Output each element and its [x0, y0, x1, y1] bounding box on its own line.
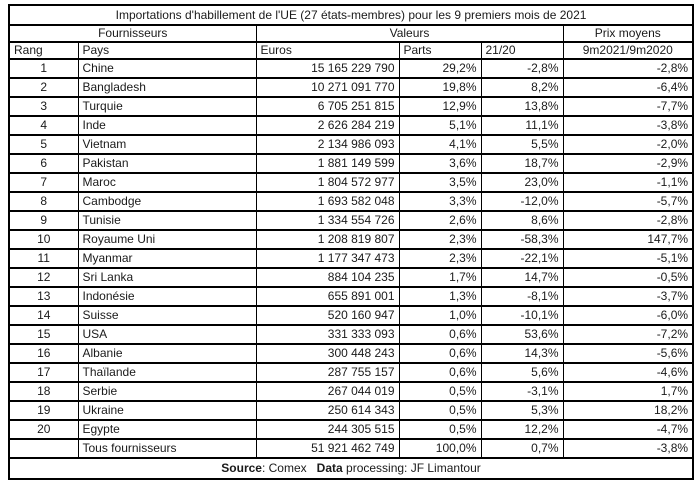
cell-share: 0,5% [399, 401, 481, 420]
table-body [9, 59, 693, 458]
source-note-part: : Comex [261, 461, 307, 475]
cell-avg-price: -0,5% [563, 268, 693, 287]
table-row [9, 211, 693, 230]
cell-yoy-change: 18,7% [481, 154, 563, 173]
cell-avg-price: -5,6% [563, 344, 693, 363]
cell-yoy-change: 12,2% [481, 420, 563, 439]
cell-euros: 884 104 235 [256, 268, 399, 287]
table-title: Importations d'habillement de l'UE (27 états-membres) pour les 9 premiers mois de 2021 [9, 5, 693, 25]
table-row [9, 401, 693, 420]
cell-share: 2,3% [399, 249, 481, 268]
cell-rank: 16 [9, 344, 78, 363]
footer-row [9, 458, 693, 479]
cell-rank: 13 [9, 287, 78, 306]
table-row [9, 154, 693, 173]
cell-avg-price: -7,2% [563, 325, 693, 344]
cell-yoy-change: 11,1% [481, 116, 563, 135]
cell-country: Egypte [78, 420, 256, 439]
cell-yoy-change: 5,3% [481, 401, 563, 420]
cell-share: 12,9% [399, 97, 481, 116]
cell-rank: 9 [9, 211, 78, 230]
cell-rank: 11 [9, 249, 78, 268]
cell-avg-price: 147,7% [563, 230, 693, 249]
source-note [9, 458, 693, 479]
cell-yoy-change: -12,0% [481, 192, 563, 211]
cell-euros: 6 705 251 815 [256, 97, 399, 116]
cell-country: Turquie [78, 97, 256, 116]
table-row [9, 116, 693, 135]
cell-yoy-change: -8,1% [481, 287, 563, 306]
cell-share: 1,7% [399, 268, 481, 287]
cell-share: 100,0% [399, 439, 481, 458]
cell-avg-price: -7,7% [563, 97, 693, 116]
cell-country: Inde [78, 116, 256, 135]
cell-yoy-change: -2,8% [481, 59, 563, 78]
cell-avg-price: -3,7% [563, 287, 693, 306]
cell-euros: 1 334 554 726 [256, 211, 399, 230]
column-header-avg-price: 9m2021/9m2020 [563, 42, 693, 59]
cell-share: 0,6% [399, 363, 481, 382]
cell-share: 3,6% [399, 154, 481, 173]
cell-yoy-change: -3,1% [481, 382, 563, 401]
column-header-yoy-change: 21/20 [481, 42, 563, 59]
table-row [9, 59, 693, 78]
table-row [9, 306, 693, 325]
cell-share: 0,6% [399, 325, 481, 344]
header-group-prix-moyens: Prix moyens [563, 25, 693, 42]
cell-country: USA [78, 325, 256, 344]
cell-avg-price: -3,8% [563, 116, 693, 135]
cell-euros: 1 881 149 599 [256, 154, 399, 173]
column-header-rank: Rang [9, 42, 78, 59]
table-row [9, 78, 693, 97]
cell-country: Maroc [78, 173, 256, 192]
table-row [9, 249, 693, 268]
cell-country: Sri Lanka [78, 268, 256, 287]
cell-rank: 6 [9, 154, 78, 173]
cell-rank: 18 [9, 382, 78, 401]
cell-country: Vietnam [78, 135, 256, 154]
cell-avg-price: -2,8% [563, 59, 693, 78]
cell-rank: 1 [9, 59, 78, 78]
cell-yoy-change: 0,7% [481, 439, 563, 458]
cell-euros: 51 921 462 749 [256, 439, 399, 458]
cell-avg-price: -4,7% [563, 420, 693, 439]
cell-rank: 4 [9, 116, 78, 135]
cell-rank: 8 [9, 192, 78, 211]
header-group-fournisseurs: Fournisseurs [9, 25, 256, 42]
cell-country: Indonésie [78, 287, 256, 306]
cell-avg-price: -3,8% [563, 439, 693, 458]
cell-country: Tunisie [78, 211, 256, 230]
cell-euros: 2 626 284 219 [256, 116, 399, 135]
cell-share: 2,3% [399, 230, 481, 249]
imports-table [8, 4, 694, 480]
cell-euros: 267 044 019 [256, 382, 399, 401]
cell-share: 2,6% [399, 211, 481, 230]
cell-yoy-change: -22,1% [481, 249, 563, 268]
column-header-share: Parts [399, 42, 481, 59]
cell-share: 19,8% [399, 78, 481, 97]
cell-share: 29,2% [399, 59, 481, 78]
cell-avg-price: 1,7% [563, 382, 693, 401]
cell-rank: 17 [9, 363, 78, 382]
cell-rank: 20 [9, 420, 78, 439]
cell-rank: 19 [9, 401, 78, 420]
cell-share: 0,5% [399, 382, 481, 401]
column-header-euros: Euros [256, 42, 399, 59]
table-row [9, 287, 693, 306]
cell-euros: 1 804 572 977 [256, 173, 399, 192]
source-note-part: Source [221, 461, 262, 475]
cell-euros: 250 614 343 [256, 401, 399, 420]
cell-share: 3,5% [399, 173, 481, 192]
table-row [9, 230, 693, 249]
cell-avg-price: -6,0% [563, 306, 693, 325]
cell-yoy-change: 8,6% [481, 211, 563, 230]
cell-rank: 10 [9, 230, 78, 249]
cell-yoy-change: 5,6% [481, 363, 563, 382]
cell-avg-price: -2,0% [563, 135, 693, 154]
cell-avg-price: 18,2% [563, 401, 693, 420]
cell-country: Pakistan [78, 154, 256, 173]
cell-euros: 520 160 947 [256, 306, 399, 325]
cell-country: Albanie [78, 344, 256, 363]
cell-country: Suisse [78, 306, 256, 325]
cell-rank: 5 [9, 135, 78, 154]
cell-share: 4,1% [399, 135, 481, 154]
table-row [9, 135, 693, 154]
cell-country: Cambodge [78, 192, 256, 211]
table-row [9, 173, 693, 192]
cell-country: Serbie [78, 382, 256, 401]
cell-yoy-change: 14,3% [481, 344, 563, 363]
cell-country: Tous fournisseurs [78, 439, 256, 458]
cell-share: 0,6% [399, 344, 481, 363]
cell-share: 1,3% [399, 287, 481, 306]
source-note-part: Data [316, 461, 343, 475]
cell-yoy-change: 53,6% [481, 325, 563, 344]
title-row [9, 5, 693, 25]
cell-avg-price: -2,8% [563, 211, 693, 230]
cell-euros: 1 693 582 048 [256, 192, 399, 211]
cell-euros: 287 755 157 [256, 363, 399, 382]
cell-rank: 3 [9, 97, 78, 116]
cell-country: Thaïlande [78, 363, 256, 382]
cell-euros: 2 134 986 093 [256, 135, 399, 154]
cell-yoy-change: 13,8% [481, 97, 563, 116]
table-row [9, 97, 693, 116]
source-note-part [307, 461, 317, 475]
cell-rank [9, 439, 78, 458]
cell-yoy-change: -58,3% [481, 230, 563, 249]
cell-share: 0,5% [399, 420, 481, 439]
source-note-part: processing: JF Limantour [342, 461, 481, 475]
cell-euros: 300 448 243 [256, 344, 399, 363]
table-row [9, 363, 693, 382]
cell-share: 5,1% [399, 116, 481, 135]
cell-country: Myanmar [78, 249, 256, 268]
cell-yoy-change: 14,7% [481, 268, 563, 287]
cell-yoy-change: 23,0% [481, 173, 563, 192]
cell-avg-price: -1,1% [563, 173, 693, 192]
cell-rank: 2 [9, 78, 78, 97]
cell-rank: 7 [9, 173, 78, 192]
cell-share: 3,3% [399, 192, 481, 211]
header-group-row [9, 25, 693, 42]
table-row [9, 382, 693, 401]
cell-yoy-change: 8,2% [481, 78, 563, 97]
cell-euros: 1 208 819 807 [256, 230, 399, 249]
cell-euros: 655 891 001 [256, 287, 399, 306]
cell-avg-price: -2,9% [563, 154, 693, 173]
header-group-valeurs: Valeurs [256, 25, 563, 42]
cell-euros: 244 305 515 [256, 420, 399, 439]
cell-rank: 14 [9, 306, 78, 325]
table-row [9, 420, 693, 439]
cell-avg-price: -5,1% [563, 249, 693, 268]
cell-country: Royaume Uni [78, 230, 256, 249]
cell-yoy-change: 5,5% [481, 135, 563, 154]
table-row [9, 268, 693, 287]
total-row [9, 439, 693, 458]
table-row [9, 192, 693, 211]
cell-country: Bangladesh [78, 78, 256, 97]
cell-avg-price: -6,4% [563, 78, 693, 97]
cell-share: 1,0% [399, 306, 481, 325]
table-row [9, 344, 693, 363]
cell-yoy-change: -10,1% [481, 306, 563, 325]
table-row [9, 325, 693, 344]
cell-euros: 331 333 093 [256, 325, 399, 344]
cell-rank: 15 [9, 325, 78, 344]
header-row [9, 42, 693, 59]
cell-euros: 10 271 091 770 [256, 78, 399, 97]
cell-euros: 1 177 347 473 [256, 249, 399, 268]
cell-rank: 12 [9, 268, 78, 287]
cell-country: Ukraine [78, 401, 256, 420]
column-header-country: Pays [78, 42, 256, 59]
cell-euros: 15 165 229 790 [256, 59, 399, 78]
cell-avg-price: -5,7% [563, 192, 693, 211]
cell-avg-price: -4,6% [563, 363, 693, 382]
cell-country: Chine [78, 59, 256, 78]
